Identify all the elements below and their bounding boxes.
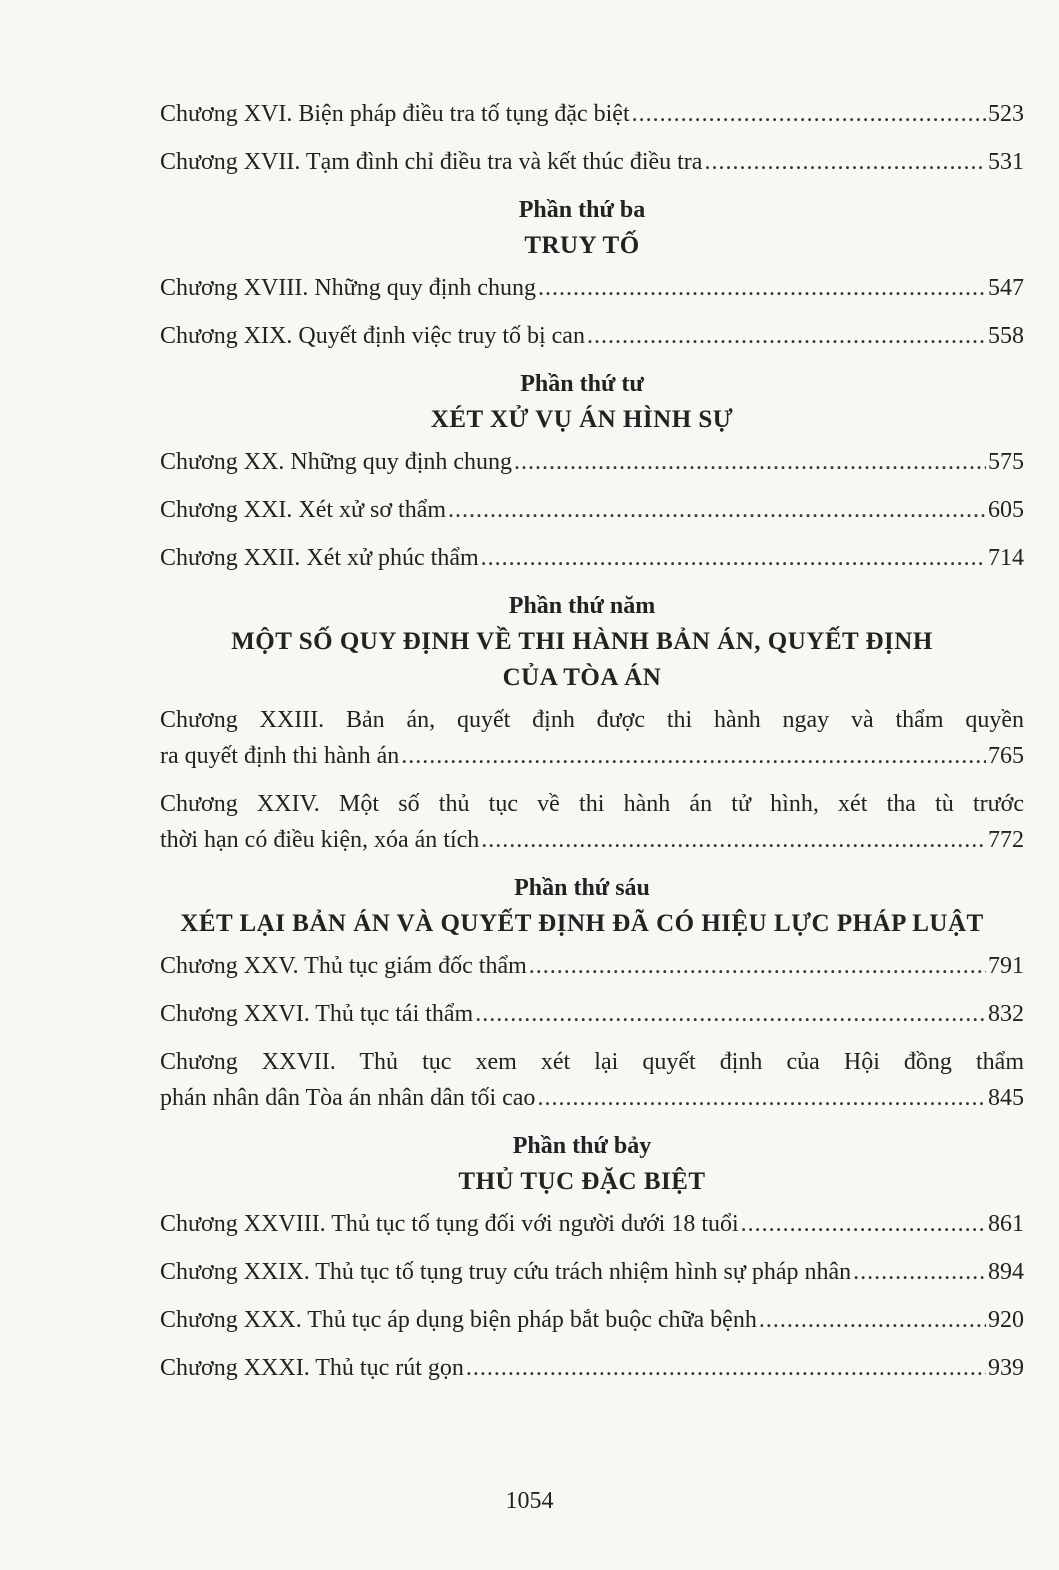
toc-entry-page: 605 bbox=[988, 497, 1024, 523]
toc-entry bbox=[160, 702, 1024, 774]
part-label: Phần thứ sáu bbox=[514, 875, 650, 901]
part-label: Phần thứ tư bbox=[520, 371, 644, 397]
dot-leader bbox=[704, 144, 986, 180]
toc-entry-title: Chương XXII. Xét xử phúc thẩm bbox=[160, 545, 479, 571]
part-label: Phần thứ bảy bbox=[512, 1133, 652, 1159]
toc-entry bbox=[160, 996, 1024, 1032]
toc-entry-title: Chương XXX. Thủ tục áp dụng biện pháp bắt buộc chữa bệnh bbox=[160, 1307, 757, 1333]
toc-entry bbox=[160, 444, 1024, 480]
toc-entry bbox=[160, 1302, 1024, 1338]
toc-entry-title: Chương XXVII. Thủ tục xem xét lại quyết định của Hội đồng thẩm bbox=[160, 1049, 1024, 1075]
toc-entry bbox=[160, 1254, 1024, 1290]
toc-entry-page: 939 bbox=[988, 1355, 1024, 1381]
part-heading-3 bbox=[130, 192, 1034, 264]
toc-entry-page: 845 bbox=[988, 1085, 1024, 1111]
part-heading-5 bbox=[130, 588, 1034, 696]
toc-entry-title: Chương XVIII. Những quy định chung bbox=[160, 275, 537, 301]
toc-entry bbox=[160, 786, 1024, 858]
toc-entry-page: 772 bbox=[988, 827, 1024, 853]
toc-entry-continuation bbox=[160, 738, 1024, 774]
toc-entry-page: 832 bbox=[988, 1001, 1024, 1027]
toc-entry-continuation bbox=[160, 1080, 1024, 1116]
toc-entry-page: 791 bbox=[988, 953, 1024, 979]
toc-entry-page: 861 bbox=[988, 1211, 1024, 1237]
toc-entry-title: Chương XVII. Tạm đình chỉ điều tra và kết thúc điều tra bbox=[160, 149, 703, 175]
dot-leader bbox=[759, 1302, 986, 1338]
toc-entry-title: Chương XXIII. Bản án, quyết định được thi hành ngay và thẩm quyền bbox=[160, 707, 1024, 733]
dot-leader bbox=[448, 492, 986, 528]
toc-entry bbox=[160, 96, 1024, 132]
dot-leader bbox=[632, 96, 986, 132]
toc-entry-page: 575 bbox=[988, 449, 1024, 475]
part-label: Phần thứ năm bbox=[508, 593, 656, 619]
part-heading-4 bbox=[130, 366, 1034, 438]
toc-entry-page: 714 bbox=[988, 545, 1024, 571]
toc-entry bbox=[160, 1206, 1024, 1242]
part-title: XÉT LẠI BẢN ÁN VÀ QUYẾT ĐỊNH ĐÃ CÓ HIỆU LỰC PHÁP LUẬT bbox=[180, 910, 984, 937]
dot-leader bbox=[481, 540, 986, 576]
dot-leader bbox=[466, 1350, 986, 1386]
part-label: Phần thứ ba bbox=[518, 197, 646, 223]
toc-entry-title: Chương XXI. Xét xử sơ thẩm bbox=[160, 497, 447, 523]
toc-entry-page: 523 bbox=[988, 101, 1024, 127]
toc-entry bbox=[160, 540, 1024, 576]
part-title: XÉT XỬ VỤ ÁN HÌNH SỰ bbox=[430, 406, 734, 433]
toc-entry-title: Chương XXXI. Thủ tục rút gọn bbox=[160, 1355, 464, 1381]
toc-entry-title: ra quyết định thi hành án bbox=[160, 743, 400, 769]
toc-entry-title: Chương XXVI. Thủ tục tái thẩm bbox=[160, 1001, 474, 1027]
toc-entry-title: phán nhân dân Tòa án nhân dân tối cao bbox=[160, 1085, 536, 1111]
toc-entry bbox=[160, 948, 1024, 984]
toc-entry-title: Chương XXIX. Thủ tục tố tụng truy cứu trách nhiệm hình sự pháp nhân bbox=[160, 1259, 852, 1285]
part-title: CỦA TÒA ÁN bbox=[502, 664, 662, 691]
part-heading-6 bbox=[130, 870, 1034, 942]
toc-entry-title: Chương XX. Những quy định chung bbox=[160, 449, 513, 475]
dot-leader bbox=[475, 996, 986, 1032]
toc-entry bbox=[160, 492, 1024, 528]
toc-entry-title: Chương XXIV. Một số thủ tục về thi hành án tử hình, xét tha tù trước bbox=[160, 791, 1024, 817]
part-heading-7 bbox=[130, 1128, 1034, 1200]
dot-leader bbox=[481, 822, 986, 858]
table-of-contents bbox=[160, 96, 1024, 1398]
dot-leader bbox=[529, 948, 986, 984]
dot-leader bbox=[853, 1254, 986, 1290]
toc-entry-page: 547 bbox=[988, 275, 1024, 301]
toc-entry-page: 531 bbox=[988, 149, 1024, 175]
toc-entry bbox=[160, 144, 1024, 180]
toc-entry bbox=[160, 270, 1024, 306]
page-number: 1054 bbox=[505, 1488, 554, 1514]
dot-leader bbox=[537, 1080, 986, 1116]
toc-entry-title: Chương XIX. Quyết định việc truy tố bị can bbox=[160, 323, 585, 349]
toc-entry-page: 920 bbox=[988, 1307, 1024, 1333]
toc-entry-page: 558 bbox=[988, 323, 1024, 349]
dot-leader bbox=[587, 318, 986, 354]
toc-entry-continuation bbox=[160, 822, 1024, 858]
part-title: TRUY TỐ bbox=[524, 232, 640, 259]
toc-entry bbox=[160, 1350, 1024, 1386]
part-title: MỘT SỐ QUY ĐỊNH VỀ THI HÀNH BẢN ÁN, QUYẾT ĐỊNH bbox=[231, 628, 933, 655]
toc-entry-page: 765 bbox=[988, 743, 1024, 769]
dot-leader bbox=[401, 738, 986, 774]
dot-leader bbox=[741, 1206, 986, 1242]
part-title: THỦ TỤC ĐẶC BIỆT bbox=[458, 1168, 706, 1195]
toc-entry-title: Chương XXVIII. Thủ tục tố tụng đối với người dưới 18 tuổi bbox=[160, 1211, 739, 1237]
dot-leader bbox=[514, 444, 986, 480]
toc-entry-title: thời hạn có điều kiện, xóa án tích bbox=[160, 827, 480, 853]
toc-entry-title: Chương XVI. Biện pháp điều tra tố tụng đặc biệt bbox=[160, 101, 630, 127]
toc-entry-title: Chương XXV. Thủ tục giám đốc thẩm bbox=[160, 953, 527, 979]
toc-entry-page: 894 bbox=[988, 1259, 1024, 1285]
dot-leader bbox=[538, 270, 986, 306]
toc-entry bbox=[160, 318, 1024, 354]
toc-entry bbox=[160, 1044, 1024, 1116]
